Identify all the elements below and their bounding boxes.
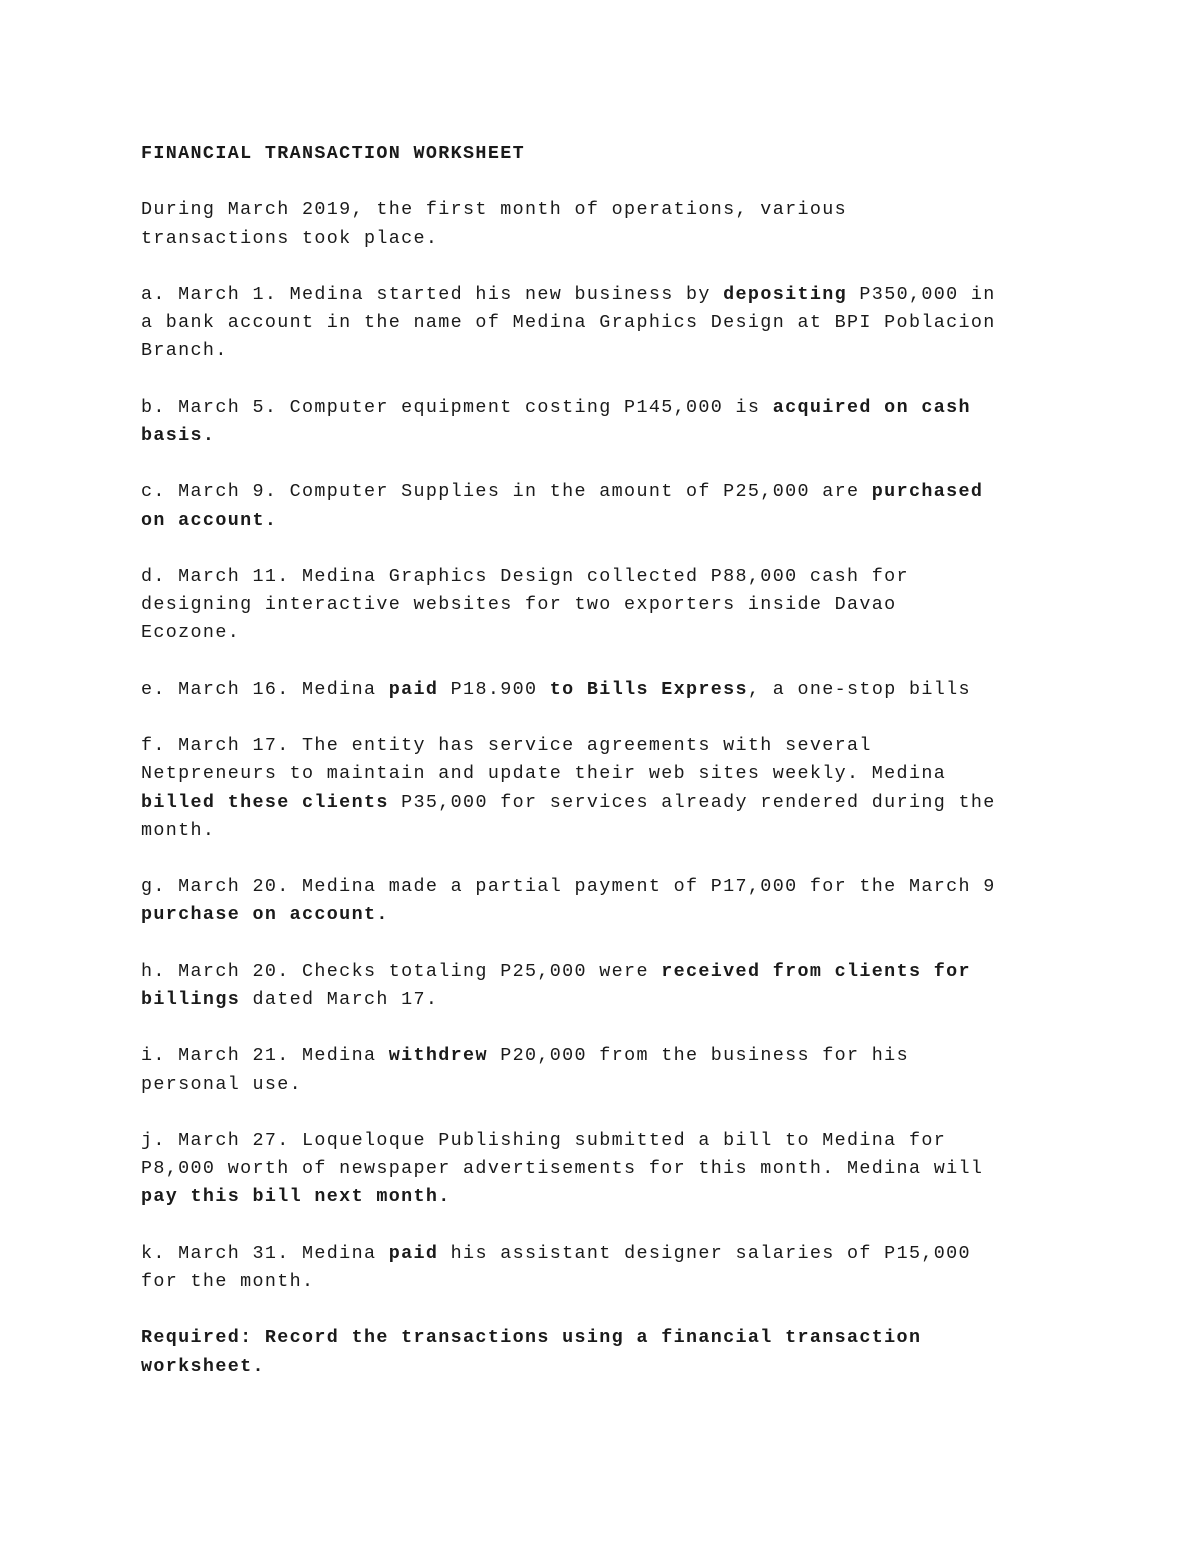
emphasis-text: on account. xyxy=(141,509,278,531)
transaction-item xyxy=(141,676,1071,704)
body-text: for the month. xyxy=(141,1270,315,1292)
required-instruction xyxy=(141,1324,1071,1380)
transaction-line xyxy=(141,1268,1071,1296)
body-text: a bank account in the name of Medina Graphics Design at BPI Poblacion xyxy=(141,312,996,334)
transaction-line xyxy=(141,732,1071,760)
transaction-line xyxy=(141,507,1071,535)
transaction-line xyxy=(141,1240,1071,1268)
emphasis-text: depositing xyxy=(723,283,848,305)
emphasis-text: received from clients for xyxy=(661,960,971,982)
emphasis-text: to Bills Express xyxy=(549,678,748,700)
transaction-item xyxy=(141,478,1071,534)
transaction-item xyxy=(141,394,1071,450)
body-text: designing interactive websites for two exporters inside Davao xyxy=(141,594,897,616)
body-text: b. March 5. Computer equipment costing P145,000 is xyxy=(141,396,773,418)
body-text: his assistant designer salaries of P15,000 xyxy=(438,1242,971,1264)
body-text: f. March 17. The entity has service agreements with several xyxy=(141,735,872,757)
transaction-line xyxy=(141,1183,1071,1211)
body-text: P35,000 for services already rendered during the xyxy=(388,791,996,813)
transaction-item xyxy=(141,1240,1071,1296)
transaction-line xyxy=(141,817,1071,845)
intro-paragraph xyxy=(141,196,1071,252)
emphasis-text: paid xyxy=(388,1242,439,1264)
transaction-line xyxy=(141,591,1071,619)
transaction-line xyxy=(141,563,1071,591)
transaction-line xyxy=(141,422,1071,450)
emphasis-text: withdrew xyxy=(388,1045,488,1067)
body-text: personal use. xyxy=(141,1073,303,1095)
transaction-line xyxy=(141,958,1071,986)
transaction-item xyxy=(141,732,1071,845)
transaction-line xyxy=(141,337,1071,365)
body-text: d. March 11. Medina Graphics Design collected P88,000 cash for xyxy=(141,565,909,587)
body-text: k. March 31. Medina xyxy=(141,1242,389,1264)
transaction-line xyxy=(141,986,1071,1014)
emphasis-text: purchased xyxy=(871,481,984,503)
body-text: Ecozone. xyxy=(141,622,241,644)
body-text: month. xyxy=(141,819,216,841)
body-text: g. March 20. Medina made a partial payment of P17,000 for the March 9 xyxy=(141,876,996,898)
transaction-line xyxy=(141,760,1071,788)
transaction-item xyxy=(141,1127,1071,1212)
body-text: a. March 1. Medina started his new business by xyxy=(141,283,724,305)
emphasis-text: acquired on cash xyxy=(772,396,971,418)
body-text: c. March 9. Computer Supplies in the amount of P25,000 are xyxy=(141,481,872,503)
transaction-line xyxy=(141,394,1071,422)
emphasis-text: billings xyxy=(141,988,241,1010)
body-text: P20,000 from the business for his xyxy=(487,1045,909,1067)
body-text: P8,000 worth of newspaper advertisements for this month. Medina will xyxy=(141,1158,984,1180)
emphasis-text: paid xyxy=(388,678,439,700)
transaction-line xyxy=(141,676,1071,704)
intro-line: During March 2019, the first month of operations, various xyxy=(141,199,848,221)
body-text: , a one-stop bills xyxy=(747,678,971,700)
transaction-line xyxy=(141,789,1071,817)
body-text: Netpreneurs to maintain and update their web sites weekly. Medina xyxy=(141,763,947,785)
body-text: P350,000 in xyxy=(847,283,996,305)
transaction-line xyxy=(141,1071,1071,1099)
emphasis-text: pay this bill next month. xyxy=(141,1186,451,1208)
transaction-list xyxy=(141,281,1071,1296)
transaction-line xyxy=(141,873,1071,901)
body-text: e. March 16. Medina xyxy=(141,678,389,700)
transaction-line xyxy=(141,1042,1071,1070)
body-text: j. March 27. Loqueloque Publishing submitted a bill to Medina for xyxy=(141,1129,947,1151)
transaction-line xyxy=(141,281,1071,309)
emphasis-text: purchase on account. xyxy=(141,904,389,926)
transaction-line xyxy=(141,619,1071,647)
emphasis-text: billed these clients xyxy=(141,791,389,813)
emphasis-text: basis. xyxy=(141,424,216,446)
transaction-item xyxy=(141,563,1071,648)
required-line: worksheet. xyxy=(141,1355,265,1377)
body-text: h. March 20. Checks totaling P25,000 were xyxy=(141,960,662,982)
intro-line: transactions took place. xyxy=(141,227,439,249)
transaction-line xyxy=(141,309,1071,337)
transaction-line xyxy=(141,1127,1071,1155)
body-text: dated March 17. xyxy=(240,988,439,1010)
transaction-line xyxy=(141,1155,1071,1183)
transaction-line xyxy=(141,901,1071,929)
document-title: FINANCIAL TRANSACTION WORKSHEET xyxy=(141,143,525,164)
body-text: Branch. xyxy=(141,340,228,362)
transaction-item xyxy=(141,873,1071,929)
body-text: P18.900 xyxy=(438,678,550,700)
transaction-item xyxy=(141,281,1071,366)
body-text: i. March 21. Medina xyxy=(141,1045,389,1067)
document-page xyxy=(141,140,1071,1381)
transaction-item xyxy=(141,1042,1071,1098)
transaction-item xyxy=(141,958,1071,1014)
transaction-line xyxy=(141,478,1071,506)
required-line: Required: Record the transactions using a financial transaction xyxy=(141,1327,922,1349)
